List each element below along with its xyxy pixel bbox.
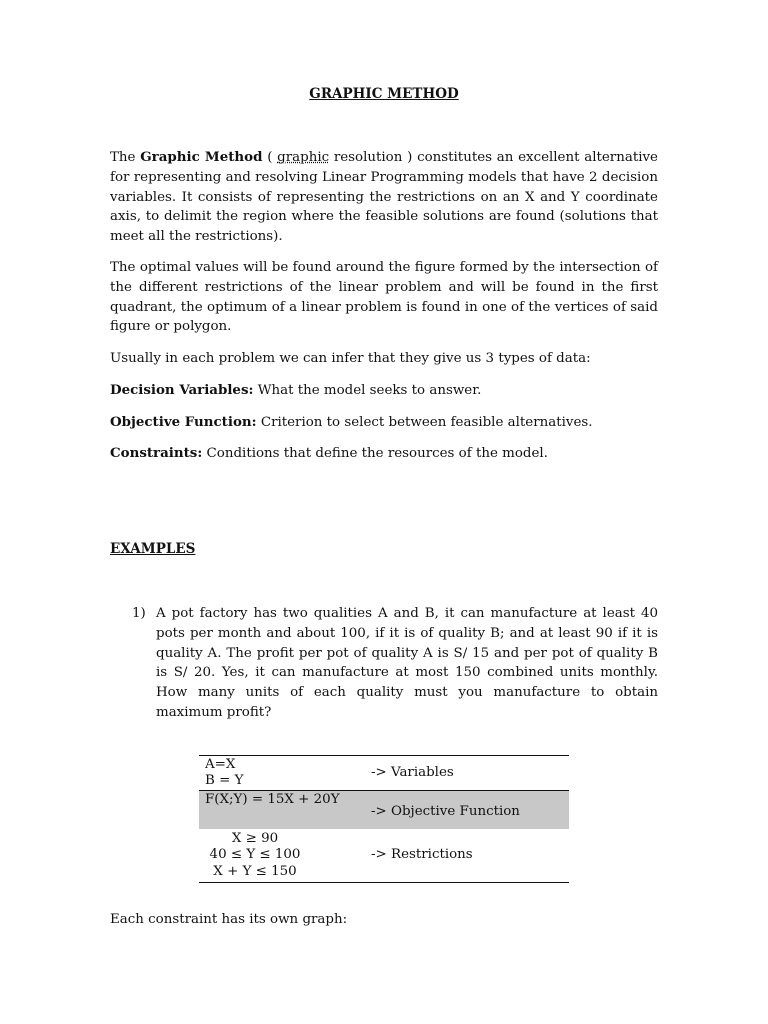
table-row-restrictions bbox=[199, 829, 569, 883]
variable-b: B = Y bbox=[205, 773, 244, 788]
variable-a: A=X bbox=[205, 756, 236, 772]
examples-heading: EXAMPLES bbox=[110, 541, 196, 557]
definition-text: Criterion to select between feasible alternatives. bbox=[256, 415, 593, 430]
definition-objective-function bbox=[110, 413, 593, 433]
intro-paragraph bbox=[110, 148, 658, 247]
restriction-2: 40 ≤ Y ≤ 100 bbox=[209, 847, 301, 863]
objective-label: -> Objective Function bbox=[371, 791, 569, 830]
variables-label: -> Variables bbox=[371, 756, 569, 791]
example-number: 1) bbox=[132, 606, 146, 621]
data-types-intro: Usually in each problem we can infer that they give us 3 types of data: bbox=[110, 351, 591, 366]
variables-cell bbox=[199, 756, 371, 791]
closing-line: Each constraint has its own graph: bbox=[110, 912, 348, 927]
table-row-objective bbox=[199, 791, 569, 830]
intro-lead: The bbox=[110, 150, 141, 165]
table-row-variables bbox=[199, 756, 569, 791]
intro-alt-word: graphic bbox=[277, 150, 330, 165]
restrictions-cell bbox=[199, 829, 371, 883]
example-text: A pot factory has two qualities A and B, it can manufacture at least 40 pots per month and about 100, if it is of quality B; and at least 90 if it is quality A. The profit per pot of quality A is S/ 15 and per pot of quality B is S/ 20. Yes, it can manufacture at most 150 combined units monthly. How many units of each quality must you manufacture to obtain maximum profit? bbox=[156, 606, 658, 720]
definition-term: Objective Function: bbox=[110, 414, 257, 430]
definition-constraints bbox=[110, 444, 548, 464]
objective-cell: F(X;Y) = 15X + 20Y bbox=[199, 791, 371, 830]
restriction-1: X ≥ 90 bbox=[231, 830, 279, 846]
intro-term: Graphic Method bbox=[140, 149, 263, 165]
definition-text: What the model seeks to answer. bbox=[253, 383, 482, 398]
definition-term: Constraints: bbox=[110, 445, 203, 461]
page-title: GRAPHIC METHOD bbox=[309, 86, 459, 102]
restrictions-label: -> Restrictions bbox=[371, 829, 569, 883]
intro-paren: ( bbox=[262, 150, 278, 165]
intro-rest: resolution ) constitutes an excellent alternative for representing and resolving Linear Programming models that have 2 decision variables. It consists of representing the restrictions on an X and Y coordinate axis, to delimit the region where the feasible solutions are found (solutions that meet all the restrictions). bbox=[110, 150, 658, 245]
optimal-paragraph: The optimal values will be found around the figure formed by the intersection of the different restrictions of the linear problem and will be found in the first quadrant, the optimum of a linear problem is found in one of the vertices of said figure or polygon. bbox=[110, 260, 658, 335]
restriction-3: X + Y ≤ 150 bbox=[213, 863, 297, 879]
definition-text: Conditions that define the resources of the model. bbox=[202, 446, 548, 461]
definition-decision-variables bbox=[110, 381, 481, 401]
model-table bbox=[199, 755, 569, 883]
definition-term: Decision Variables: bbox=[110, 382, 254, 398]
